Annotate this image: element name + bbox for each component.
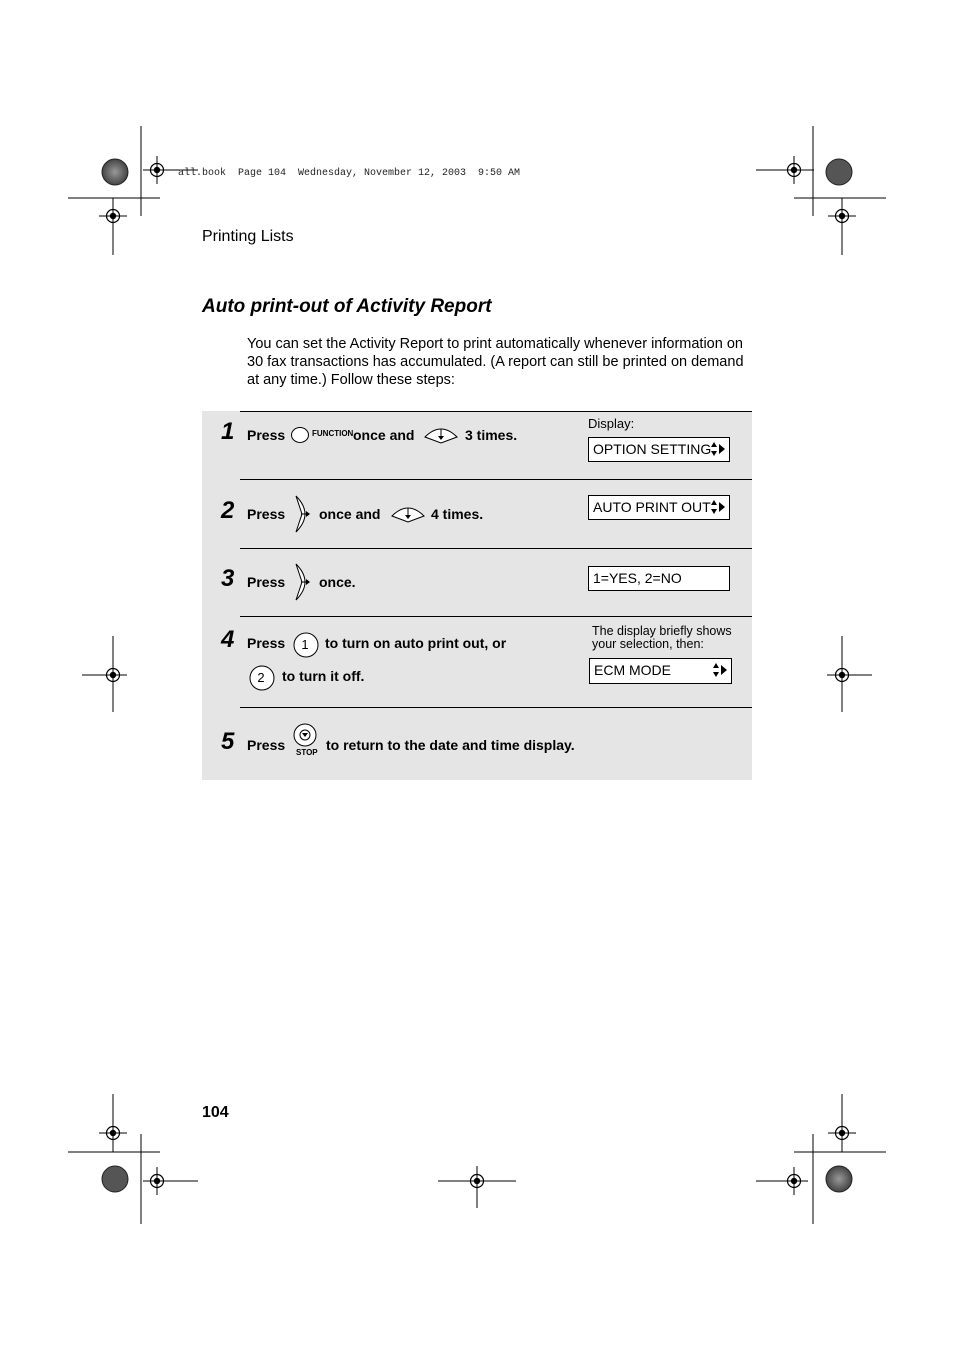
step-4-press: Press [247, 635, 286, 651]
step-1-end: 3 times. [465, 427, 518, 443]
print-slug: all.book Page 104 Wednesday, November 12, 2003 9:50 AM [178, 168, 521, 179]
lcd-display [588, 437, 730, 462]
intro-paragraph: You can set the Activity Report to print automatically whenever information on 30 fax transactions has accumulated. (A report can still be printed on demand at any time.) Follow these steps: [247, 336, 744, 388]
display-label: Display: [588, 416, 635, 431]
display-note: The display briefly shows your selection, then: [592, 624, 732, 651]
stop-key-label: STOP [296, 748, 318, 757]
lcd-display [588, 495, 730, 520]
key-2-label: 2 [257, 670, 265, 685]
function-key-label: FUNCTION [312, 429, 354, 438]
divider [240, 548, 752, 549]
function-key-icon [291, 427, 309, 443]
step-2-mid: once and [319, 506, 381, 522]
section-title: Printing Lists [202, 228, 294, 245]
step-5-press: Press [247, 737, 286, 753]
step-number: 5 [221, 728, 235, 755]
stop-key-icon [292, 723, 318, 749]
steps-panel [202, 411, 752, 780]
step-2-press: Press [247, 506, 286, 522]
step-3-end: once. [319, 574, 356, 590]
step-1-press: Press [247, 427, 286, 443]
step-4-text-2: to turn it off. [282, 668, 365, 684]
page-heading: Auto print-out of Activity Report [202, 296, 492, 317]
up-down-right-arrows-icon [710, 438, 726, 466]
step-number: 2 [221, 497, 235, 524]
lcd-text: 1=YES, 2=NO [593, 570, 682, 586]
right-arrow-key-icon [292, 563, 314, 601]
down-arrow-key-icon [390, 504, 426, 524]
lcd-display [588, 566, 730, 591]
lcd-text: ECM MODE [594, 662, 671, 678]
lcd-text: AUTO PRINT OUT [593, 499, 711, 515]
step-1-mid: once and [353, 427, 415, 443]
key-2-icon [249, 665, 275, 691]
step-4-text-1: to turn on auto print out, or [325, 635, 507, 651]
lcd-display [589, 658, 732, 684]
step-number: 4 [221, 626, 235, 653]
divider [240, 411, 752, 412]
divider [240, 707, 752, 708]
divider [240, 479, 752, 480]
lcd-text: OPTION SETTING [593, 441, 712, 457]
step-2-end: 4 times. [431, 506, 484, 522]
key-1-icon [293, 632, 319, 658]
step-5-end: to return to the date and time display. [326, 737, 575, 753]
page-number: 104 [202, 1104, 229, 1121]
up-down-right-arrows-icon [712, 659, 728, 687]
right-arrow-key-icon [292, 495, 314, 533]
step-number: 3 [221, 565, 235, 592]
divider [240, 616, 752, 617]
down-arrow-key-icon [423, 425, 459, 445]
up-down-right-arrows-icon [710, 496, 726, 524]
step-3-press: Press [247, 574, 286, 590]
key-1-label: 1 [301, 637, 309, 652]
step-number: 1 [221, 418, 235, 445]
